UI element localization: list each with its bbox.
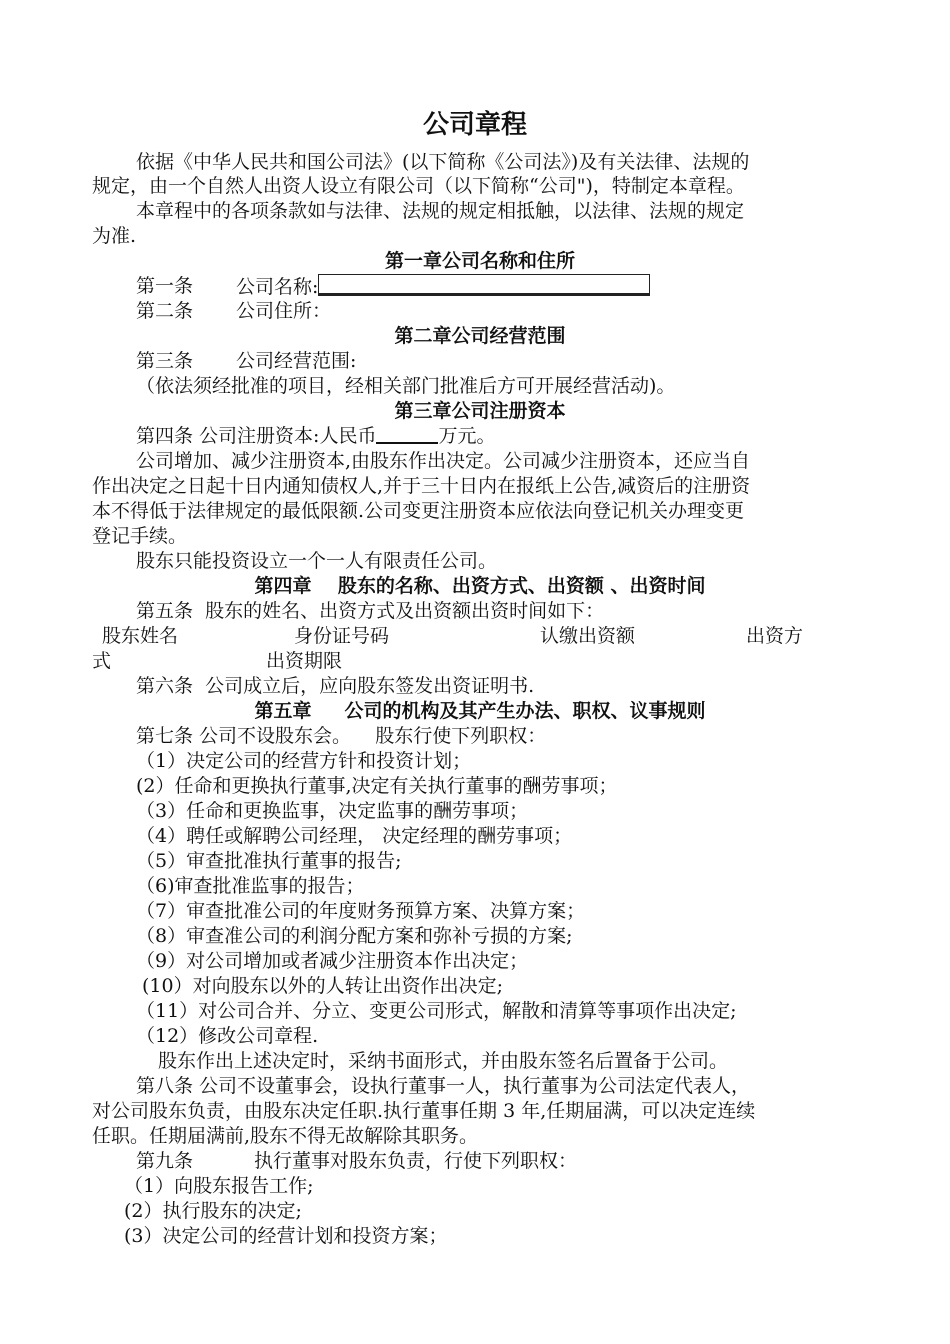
document-title: 公司章程	[422, 110, 527, 140]
article-1-text	[236, 274, 650, 300]
preamble-line: 依据《中华人民共和国公司法》(以下简称《公司法》)及有关法律、法规的	[136, 151, 750, 173]
list-item: （6)审查批准监事的报告；	[136, 875, 365, 897]
article-4-paragraph-line: 本不得低于法律规定的最低限额.公司变更注册资本应依法向登记机关办理变更	[92, 500, 745, 522]
chapter-1-heading: 第一章公司名称和住所	[384, 250, 575, 272]
article-5-text: 第五条 股东的姓名、出资方式及出资额出资时间如下：	[136, 600, 605, 622]
column-header-id: 身份证号码	[294, 625, 390, 647]
list-item: (2）执行股东的决定;	[124, 1200, 302, 1222]
column-header-method-cont: 式	[92, 650, 112, 672]
article-4-suffix: 万元。	[438, 425, 496, 447]
chapter-4-heading: 第四章 股东的名称、出资方式、出资额 、出资时间	[254, 575, 706, 597]
article-4-paragraph-line: 登记手续。	[92, 525, 188, 547]
column-header-name: 股东姓名	[102, 625, 179, 647]
list-item: （7）审查批准公司的年度财务预算方案、决算方案；	[136, 900, 586, 922]
article-3-note: （依法须经批准的项目，经相关部门批准后方可开展经营活动)。	[136, 375, 676, 397]
company-name-field[interactable]	[318, 274, 650, 296]
article-8-line: 任职。任期届满前,股东不得无故解除其职务。	[92, 1125, 479, 1147]
column-header-date: 出资期限	[266, 650, 343, 672]
article-2-label: 第二条	[136, 300, 194, 322]
chapter-3-heading: 第三章公司注册资本	[394, 400, 566, 422]
capital-amount-blank[interactable]	[376, 424, 438, 444]
article-4-prefix: 第四条 公司注册资本:人民币	[136, 425, 377, 447]
article-3-label: 第三条	[136, 350, 194, 372]
chapter-2-heading: 第二章公司经营范围	[394, 325, 566, 347]
list-item: （4）聘任或解聘公司经理， 决定经理的酬劳事项；	[136, 825, 573, 847]
article-3-text: 公司经营范围:	[236, 350, 357, 372]
list-item: （5）审查批准执行董事的报告;	[136, 850, 402, 872]
list-item: (2）任命和更换执行董事,决定有关执行董事的酬劳事项；	[136, 775, 618, 797]
article-4-paragraph-line: 股东只能投资设立一个一人有限责任公司。	[136, 550, 498, 572]
list-item: （3）任命和更换监事，决定监事的酬劳事项；	[136, 800, 529, 822]
preamble-line: 规定，由一个自然人出资人设立有限公司（以下简称“公司")，特制定本章程。	[92, 175, 745, 197]
article-8-line: 第八条 公司不设董事会，设执行董事一人，执行董事为公司法定代表人，	[136, 1075, 751, 1097]
article-4-paragraph-line: 公司增加、减少注册资本,由股东作出决定。公司减少注册资本，还应当自	[136, 450, 751, 472]
list-item: （12）修改公司章程.	[136, 1025, 319, 1047]
list-item: (3）决定公司的经营计划和投资方案；	[124, 1225, 448, 1247]
column-header-method: 出资方	[746, 625, 804, 647]
preamble-line: 为准.	[92, 225, 137, 247]
article-9-text: 执行董事对股东负责，行使下列职权：	[254, 1150, 578, 1172]
article-6-text: 第六条 公司成立后，应向股东签发出资证明书.	[136, 675, 535, 697]
article-9-label: 第九条	[136, 1150, 194, 1172]
article-7-closing: 股东作出上述决定时，采纳书面形式，并由股东签名后置备于公司。	[158, 1050, 729, 1072]
column-header-amount: 认缴出资额	[540, 625, 636, 647]
list-item: （1）向股东报告工作;	[124, 1175, 314, 1197]
article-4-text	[136, 424, 495, 449]
article-4-paragraph-line: 作出决定之日起十日内通知债权人,并于三十日内在报纸上公告,减资后的注册资	[92, 475, 751, 497]
list-item: （1）决定公司的经营方针和投资计划；	[136, 750, 472, 772]
preamble-line: 本章程中的各项条款如与法律、法规的规定相抵触，以法律、法规的规定	[136, 200, 745, 222]
list-item: （11）对公司合并、分立、变更公司形式，解散和清算等事项作出决定;	[136, 1000, 737, 1022]
article-8-line: 对公司股东负责，由股东决定任职.执行董事任期 3 年,任期届满，可以决定连续	[92, 1100, 756, 1122]
article-2-text: 公司住所：	[236, 300, 332, 322]
article-7-text: 第七条 公司不设股东会。 股东行使下列职权：	[136, 725, 547, 747]
chapter-5-heading: 第五章 公司的机构及其产生办法、职权、议事规则	[254, 700, 706, 722]
company-name-label: 公司名称:	[236, 276, 319, 298]
list-item: （9）对公司增加或者减少注册资本作出决定；	[136, 950, 529, 972]
list-item: (10）对向股东以外的人转让出资作出决定;	[142, 975, 503, 997]
article-1-label: 第一条	[136, 275, 194, 297]
list-item: （8）审查准公司的利润分配方案和弥补亏损的方案;	[136, 925, 573, 947]
